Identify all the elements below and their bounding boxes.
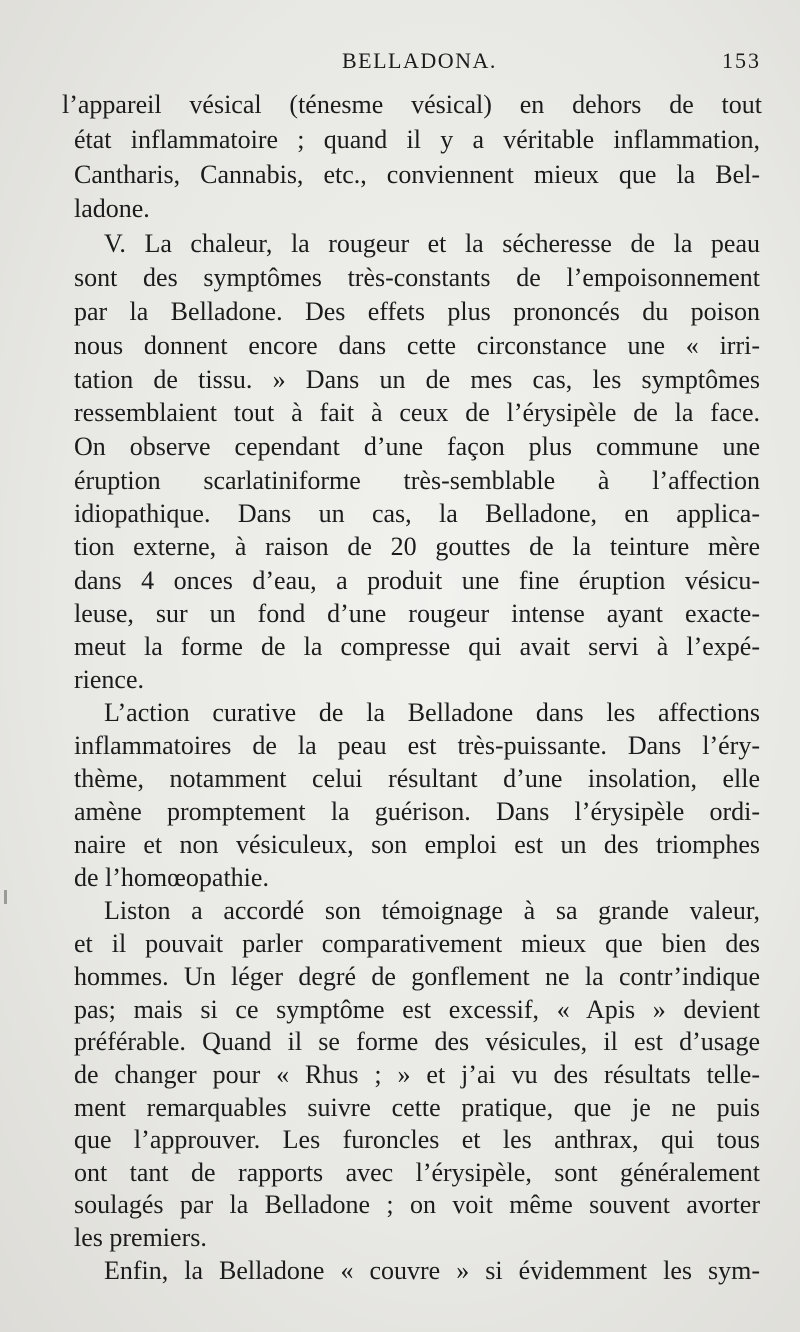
text-line: soulagés par la Belladone ; on voit même souvent avorter <box>74 1190 760 1219</box>
text-line: dans 4 onces d’eau, a produit une fine éruption vésicu- <box>74 566 760 595</box>
text-line: tation de tissu. » Dans un de mes cas, les symptômes <box>74 365 760 394</box>
text-line: l’appareil vésical (ténesme vésical) en dehors de tout <box>62 90 762 119</box>
text-line: L’action curative de la Belladone dans les affections <box>104 698 760 727</box>
text-line: thème, notamment celui résultant d’une insolation, elle <box>74 764 760 793</box>
text-line: hommes. Un léger degré de gonflement ne la contr’indique <box>74 962 760 991</box>
page-number: 153 <box>722 48 761 73</box>
text-line: V. La chaleur, la rougeur et la sécheresse de la peau <box>104 229 760 258</box>
text-line: amène promptement la guérison. Dans l’érysipèle ordi- <box>74 797 760 826</box>
text-line: sont des symptômes très-constants de l’empoisonnement <box>74 263 760 292</box>
text-line: idiopathique. Dans un cas, la Belladone, en applica- <box>74 499 760 528</box>
page-header <box>0 44 800 84</box>
text-line: de changer pour « Rhus ; » et j’ai vu des résultats telle- <box>74 1060 760 1089</box>
text-line: On observe cependant d’une façon plus commune une <box>74 432 760 461</box>
text-line: Cantharis, Cannabis, etc., conviennent mieux que la Bel- <box>74 160 760 189</box>
text-line: ment remarquables suivre cette pratique, que je ne puis <box>74 1093 760 1122</box>
text-line: de l’homœopathie. <box>74 863 269 892</box>
text-line: ladone. <box>74 194 150 223</box>
text-line: leuse, sur un fond d’une rougeur intense ayant exacte- <box>74 599 760 628</box>
text-line: inflammatoires de la peau est très-puissante. Dans l’éry- <box>74 731 760 760</box>
page-edge-mark <box>4 890 7 904</box>
text-line: par la Belladone. Des effets plus prononcés du poison <box>74 297 760 326</box>
running-title: BELLADONA. <box>342 48 497 73</box>
text-line: pas; mais si ce symptôme est excessif, « Apis » devient <box>74 995 760 1024</box>
text-line: éruption scarlatiniforme très-semblable à l’affection <box>74 466 760 495</box>
text-line: Liston a accordé son témoignage à sa grande valeur, <box>104 896 760 925</box>
text-line: préférable. Quand il se forme des vésicules, il est d’usage <box>74 1027 760 1056</box>
text-line: rience. <box>74 665 145 694</box>
text-line: ressemblaient tout à fait à ceux de l’érysipèle de la face. <box>74 398 760 427</box>
text-line: Enfin, la Belladone « couvre » si évidemment les sym- <box>104 1256 760 1285</box>
text-line: les premiers. <box>74 1223 207 1252</box>
text-line: que l’approuver. Les furoncles et les anthrax, qui tous <box>74 1125 760 1154</box>
text-line: et il pouvait parler comparativement mieux que bien des <box>74 929 760 958</box>
text-line: état inflammatoire ; quand il y a véritable inflammation, <box>74 125 760 154</box>
text-line: ont tant de rapports avec l’érysipèle, sont généralement <box>74 1158 760 1187</box>
text-line: nous donnent encore dans cette circonstance une « irri- <box>74 331 760 360</box>
text-line: naire et non vésiculeux, son emploi est un des triomphes <box>74 830 760 859</box>
text-line: tion externe, à raison de 20 gouttes de la teinture mère <box>74 532 760 561</box>
text-line: meut la forme de la compresse qui avait servi à l’expé- <box>74 632 760 661</box>
